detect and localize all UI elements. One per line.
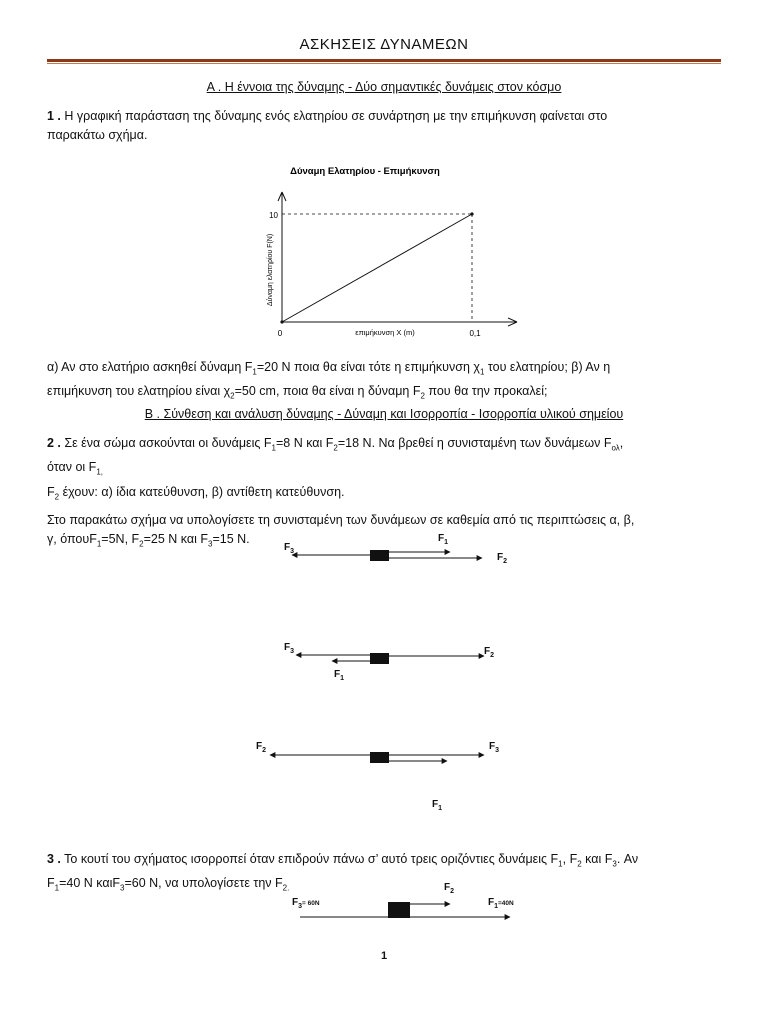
label-f1: [432, 799, 442, 812]
question-text: Η γραφική παράσταση της δύναμης ενός ελατηρίου σε συνάρτηση με την επιμήκυνση φαίνεται στο: [60, 109, 608, 123]
question-text: =18 N. Να βρεθεί η συνισταμένη των δυνάμεων F: [337, 436, 612, 450]
force-letter: F: [284, 642, 291, 653]
subscript: 1: [479, 367, 485, 377]
subscript: 3: [298, 903, 303, 910]
q1-part-b: επιμήκυνση του ελατηρίου είναι χ: [47, 383, 231, 398]
y-tick-label: 10: [269, 211, 278, 220]
question-text: =5N, F: [101, 532, 140, 546]
label-f2: [497, 552, 507, 565]
subscript: 2: [420, 391, 425, 400]
subscript: 1,: [96, 467, 103, 476]
subscript: 2: [139, 539, 144, 549]
force-letter: F: [484, 646, 491, 657]
subscript: 1: [494, 903, 499, 910]
q1-part-b: =50 cm, ποια θα είναι η δύναμη F: [234, 383, 421, 398]
force-letter: F: [497, 552, 504, 563]
label-f1: [438, 533, 448, 546]
subscript: 3: [495, 747, 500, 754]
q1-part-b: του ελατηρίου; β) Αν η: [484, 360, 611, 374]
q1-part-b: που θα την προκαλεί;: [424, 383, 548, 398]
force-letter: F: [292, 897, 299, 908]
label-f3: [284, 542, 294, 555]
question-text: =40 N καιF: [59, 875, 121, 890]
force-letter: F: [489, 741, 496, 752]
label-f3: [284, 642, 294, 655]
subscript: 3: [120, 883, 125, 892]
box: [388, 902, 410, 918]
force-letter: F: [284, 542, 291, 553]
force-value: =40N: [498, 900, 514, 907]
subscript: 3: [290, 548, 295, 555]
subscript: 1: [438, 805, 443, 812]
question-number: 1 .: [47, 109, 61, 123]
label-f2: [444, 882, 454, 895]
question-text: και F: [581, 852, 613, 866]
question-number: 2 .: [47, 436, 61, 450]
question-text: =8 N και F: [275, 436, 334, 450]
subscript: 2: [333, 443, 338, 453]
question-text: =25 N και F: [143, 532, 209, 546]
subscript: 1: [558, 859, 563, 869]
question-text: , F: [562, 852, 578, 866]
question-text: ,: [619, 436, 624, 450]
force-letter: F: [488, 897, 495, 908]
label-f2: [484, 646, 494, 659]
q1-part-a: =20 N ποια θα είναι τότε η επιμήκυνση χ: [256, 360, 480, 374]
subscript: 2.: [282, 883, 290, 892]
subscript: 3: [612, 859, 617, 869]
section-a-title: Α . Η έννοια της δύναμης - Δύο σημαντικές δυνάμεις στον κόσμο: [206, 80, 562, 94]
question-text: Σε ένα σώμα ασκούνται οι δυνάμεις F: [60, 436, 272, 450]
question-text: =15 N.: [212, 532, 250, 546]
subscript: 3: [290, 648, 295, 655]
subscript: 2: [503, 558, 508, 565]
question-text: =60 N, να υπολογίσετε την F: [124, 875, 283, 890]
force-letter: F: [432, 799, 439, 810]
force-letter: F: [334, 669, 341, 680]
subscript: 2: [490, 652, 495, 659]
subscript: 2: [230, 391, 235, 400]
label-f2: [256, 741, 266, 754]
question-text: F: [47, 485, 55, 499]
subscript: 2: [577, 859, 582, 869]
label-f3: [489, 741, 499, 754]
question-text: γ, όπουF: [47, 532, 97, 546]
force-value: = 60N: [302, 900, 320, 907]
question-text: Στο παρακάτω σχήμα να υπολογίσετε τη συνισταμένη των δυνάμεων σε καθεμία από τις περιπτώσεις α, β,: [47, 513, 635, 527]
subscript: 1: [340, 675, 345, 682]
body-block: [370, 752, 389, 763]
force-letter: F: [438, 533, 445, 544]
subscript: 3: [208, 539, 213, 549]
section-b-title: Β . Σύνθεση και ανάλυση δύναμης - Δύναμη και Ισορροπία - Ισορροπία υλικού σημείου: [144, 407, 624, 421]
q1-part-a: α) Αν στο ελατήριο ασκηθεί δύναμη F: [47, 360, 253, 374]
body-block: [370, 653, 389, 664]
force-letter: F: [444, 882, 451, 893]
label-f1-40n: [488, 897, 514, 910]
label-f3-60n: [292, 897, 320, 910]
subscript: 1: [444, 539, 449, 546]
subscript: 1: [271, 443, 276, 453]
subscript: 1: [54, 883, 60, 892]
subscript: 2: [450, 888, 455, 895]
question-number: 3 .: [47, 852, 61, 866]
question-text: F: [47, 875, 55, 890]
subscript: 2: [54, 492, 60, 502]
question-3: [47, 850, 727, 897]
chart-ylabel: Δύναμη ελατηρίου F(N): [267, 233, 274, 307]
origin-tick-label: 0: [277, 329, 283, 338]
subscript: 1: [252, 367, 257, 377]
subscript: ολ: [611, 443, 620, 453]
question-text: Το κουτί του σχήματος ισορροπεί όταν επιδρούν πάνω σ’ αυτό τρεις οριζόντιες δυνάμεις F: [60, 852, 559, 866]
chart-title: Δύναμη Ελατηρίου - Επιμήκυνση: [290, 166, 440, 177]
question-text: έχουν: α) ίδια κατεύθυνση, β) αντίθετη κατεύθυνση.: [59, 485, 345, 499]
subscript: 2: [262, 747, 267, 754]
page-header: ΑΣΚΗΣΕΙΣ ΔΥΝΑΜΕΩΝ: [299, 36, 469, 53]
force-letter: F: [256, 741, 263, 752]
question-text: παρακάτω σχήμα.: [47, 128, 148, 142]
body-block: [370, 550, 389, 561]
subscript: 1: [96, 539, 102, 549]
question-text: . Αν: [616, 852, 639, 866]
question-text: όταν οι F: [47, 459, 97, 474]
page-number: 1: [380, 950, 388, 962]
chart-xlabel: επιμήκυνση X (m): [355, 328, 415, 337]
x-tick-label: 0,1: [469, 329, 481, 338]
label-f1: [334, 669, 344, 682]
